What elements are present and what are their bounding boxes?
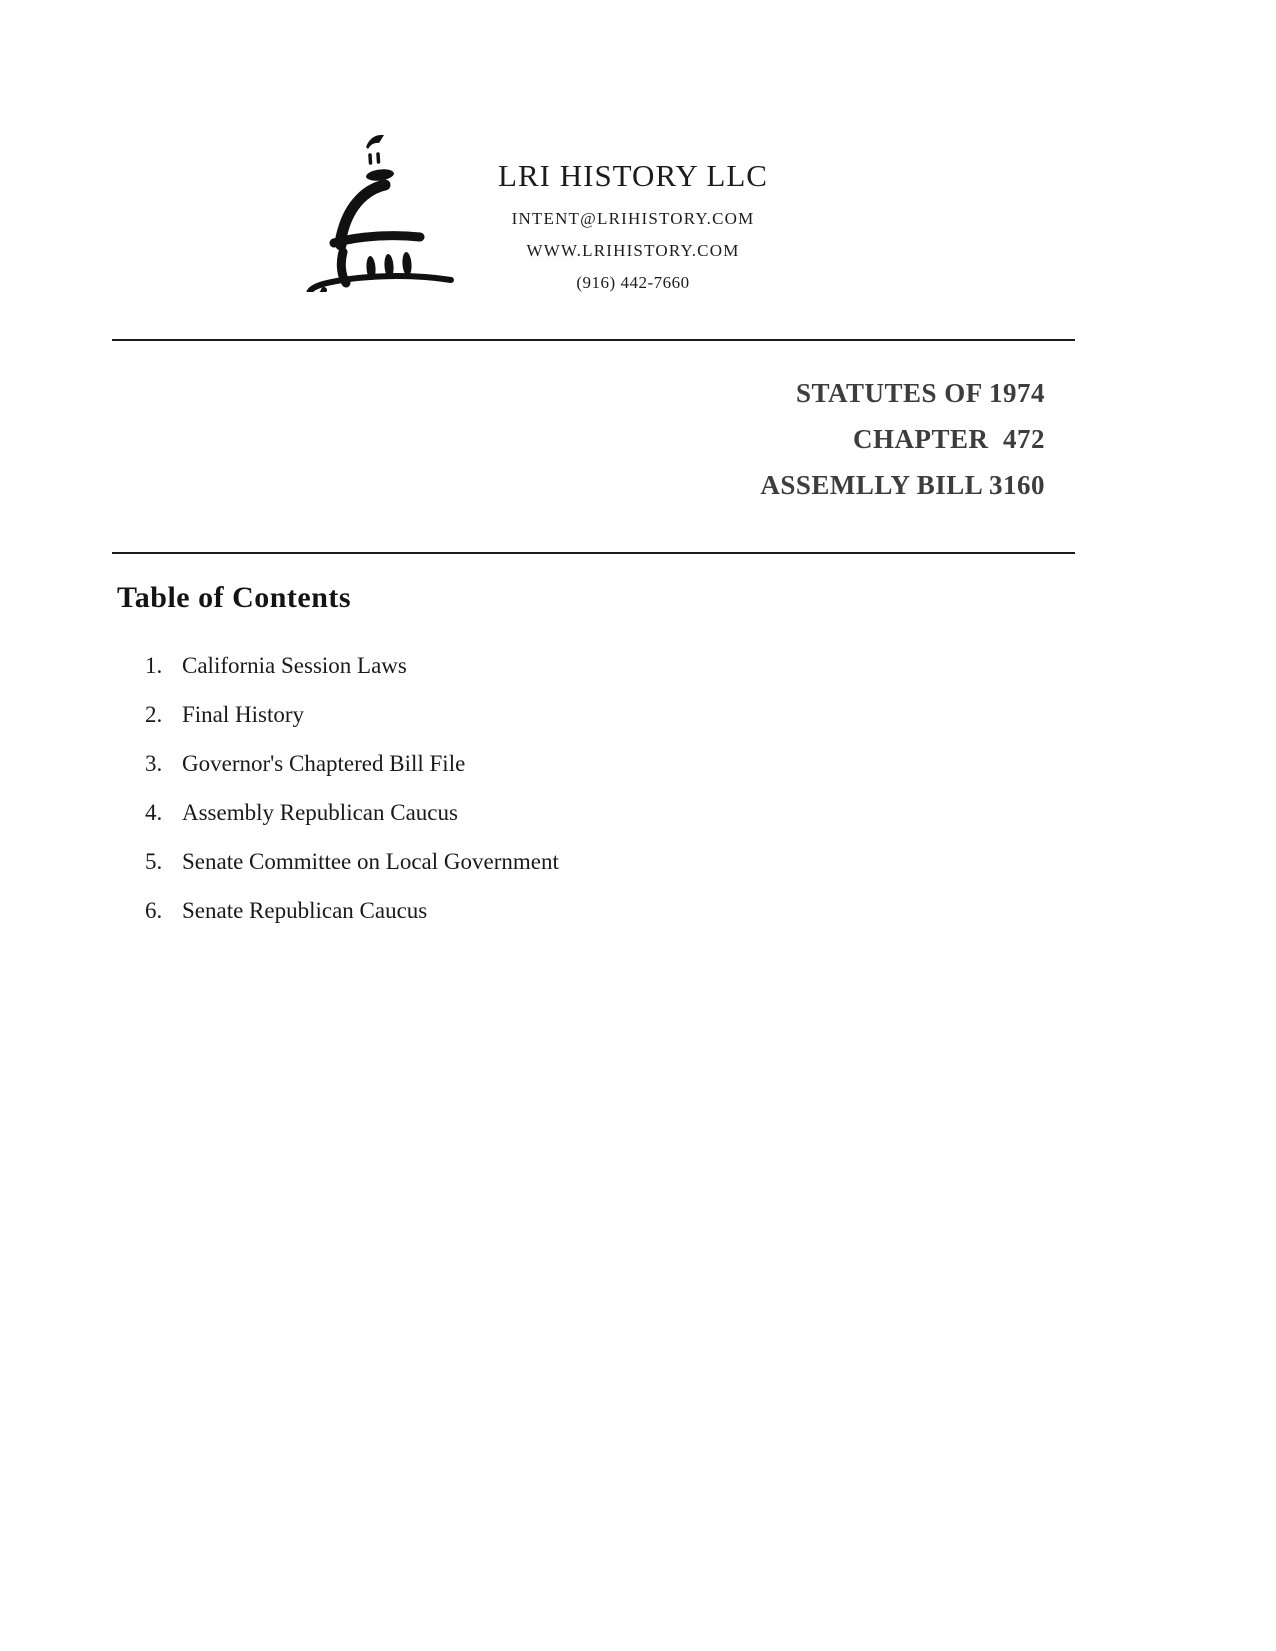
toc-item	[145, 800, 559, 849]
toc-item-number: 1.	[145, 653, 163, 678]
toc-item	[145, 653, 559, 702]
toc-item-label: Senate Republican Caucus	[182, 898, 428, 923]
statute-line-1: STATUTES OF 1974	[795, 378, 1045, 408]
divider-bottom	[112, 552, 1075, 554]
company-phone: (916) 442-7660	[576, 273, 690, 292]
toc-list	[145, 653, 559, 947]
company-name: LRI HISTORY LLC	[498, 158, 768, 193]
toc-item-label: Senate Committee on Local Government	[182, 849, 559, 874]
toc-item-number: 3.	[145, 751, 163, 776]
toc-item	[145, 702, 559, 751]
statute-line-2: CHAPTER 472	[852, 424, 1045, 454]
letterhead	[448, 158, 818, 293]
company-email: INTENT@LRIHISTORY.COM	[511, 209, 755, 228]
toc-title: Table of Contents	[117, 581, 352, 614]
toc-item-number: 5.	[145, 849, 163, 874]
toc-item	[145, 751, 559, 800]
toc-item-label: California Session Laws	[182, 653, 407, 678]
company-website: WWW.LRIHISTORY.COM	[526, 241, 740, 260]
divider-top	[112, 339, 1075, 341]
toc-item-number: 4.	[145, 800, 163, 825]
statute-line-3: ASSEMLLY BILL 3160	[760, 470, 1045, 500]
toc-item-label: Assembly Republican Caucus	[182, 800, 458, 825]
toc-item-number: 6.	[145, 898, 163, 923]
toc-item-label: Final History	[182, 702, 305, 727]
toc-item-label: Governor's Chaptered Bill File	[182, 751, 466, 776]
toc-item	[145, 898, 559, 947]
toc-item-number: 2.	[145, 702, 163, 727]
toc-item	[145, 849, 559, 898]
statute-reference	[760, 370, 1045, 508]
capitol-dome-logo-icon	[296, 130, 461, 292]
